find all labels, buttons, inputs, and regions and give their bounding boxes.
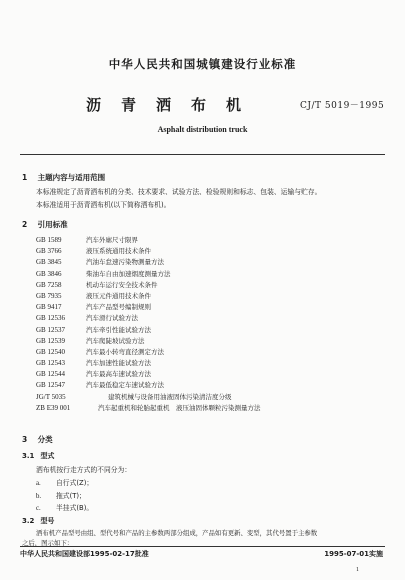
reference-item	[36, 369, 261, 380]
reference-code: GB 12537	[36, 325, 65, 334]
type-option-letter: b.	[36, 493, 42, 500]
reference-item	[36, 392, 261, 403]
reference-title: 汽车滑行试验方法	[86, 314, 138, 323]
reference-title: 汽车爬陡坡试验方法	[86, 336, 145, 345]
reference-code: GB 3846	[36, 269, 62, 278]
section-2-number: 2	[22, 220, 28, 229]
reference-item	[36, 246, 261, 257]
reference-code: GB 12543	[36, 359, 65, 368]
type-option-text: 半挂式(B)。	[56, 504, 94, 512]
page-number: 1	[356, 567, 359, 573]
reference-item	[36, 235, 261, 246]
reference-code: GB 12540	[36, 347, 65, 356]
type-option-text: 拖式(T)；	[56, 492, 86, 500]
reference-item	[36, 347, 261, 358]
reference-code: ZB E39 001	[36, 403, 71, 412]
reference-item	[36, 358, 261, 369]
section-3-heading	[22, 434, 53, 445]
section-1-paragraph-2: 本标准适用于沥青洒布机(以下简称洒布机)。	[36, 201, 171, 209]
section-1-heading	[22, 172, 105, 183]
reference-code: GB 3766	[36, 247, 62, 256]
subsection-3-2-title: 型号	[40, 517, 55, 525]
subsection-3-2-number: 3.2	[22, 517, 35, 525]
reference-title: 汽油车怠速污染物测量方法	[86, 258, 164, 267]
type-option	[36, 477, 93, 487]
reference-code: GB 9417	[36, 303, 62, 312]
reference-item	[36, 403, 261, 414]
reference-code: GB 12544	[36, 370, 65, 379]
subsection-3-1-number: 3.1	[22, 452, 35, 460]
reference-title: 汽车加速性能试验方法	[86, 359, 151, 368]
reference-code: GB 7258	[36, 280, 62, 289]
referenced-standards-list	[36, 235, 261, 414]
reference-title: 液压元件通用技术条件	[86, 291, 151, 300]
header-divider	[20, 154, 385, 155]
implementation-date: 1995-07-01实施	[324, 550, 383, 558]
issuing-organization: 中华人民共和国城镇建设行业标准	[108, 57, 297, 71]
type-option-text: 自行式(Z)；	[56, 479, 94, 487]
approval-notice: 中华人民共和国建设部1995-02-17批准	[20, 550, 149, 558]
reference-code: GB 12547	[36, 381, 65, 390]
subsection-3-1-heading	[22, 451, 54, 461]
subsection-3-2-line-1: 洒布机产品型号由组、型代号和产品的主参数两部分组成，产品如有更新、变型，其代号置于主参数	[36, 529, 318, 537]
reference-title: 液压系统通用技术条件	[86, 247, 151, 256]
reference-code: GB 7935	[36, 291, 62, 300]
reference-title: 汽车牵引性能试验方法	[86, 325, 151, 334]
subsection-3-1-intro: 洒布机按行走方式的不同分为：	[36, 466, 132, 474]
reference-item	[36, 325, 261, 336]
type-option-letter: a.	[36, 480, 41, 487]
section-2-heading	[22, 219, 68, 230]
reference-title: 汽车起重机和轮胎起重机 液压油固体颗粒污染测量方法	[98, 403, 261, 412]
reference-code: GB 12539	[36, 336, 65, 345]
reference-code: GB 1589	[36, 236, 62, 244]
reference-item	[36, 280, 261, 291]
subsection-3-2-heading	[22, 516, 54, 526]
section-1-title: 主题内容与适用范围	[37, 173, 106, 182]
reference-code: GB 12536	[36, 314, 65, 323]
reference-item	[36, 257, 261, 268]
type-option	[36, 490, 86, 500]
reference-title: 汽车最小转弯直径测定方法	[86, 347, 164, 356]
reference-title: 汽车产品型号编制规则	[86, 303, 151, 312]
reference-item	[36, 269, 261, 280]
reference-item	[36, 302, 261, 313]
english-subtitle: Asphalt distribution truck	[157, 125, 248, 134]
reference-title: 柴油车自由加速烟度测量方法	[86, 269, 171, 278]
reference-title: 汽车外廓尺寸限界	[86, 236, 138, 244]
type-option	[36, 502, 93, 512]
section-1-number: 1	[22, 173, 28, 182]
reference-item	[36, 291, 261, 302]
reference-title: 汽车最低稳定车速试验方法	[86, 381, 164, 390]
subsection-3-1-title: 型式	[40, 452, 55, 460]
reference-item	[36, 380, 261, 391]
section-3-title: 分类	[37, 435, 53, 444]
subsection-3-2-line-2: 之后，图示如下：	[22, 539, 74, 547]
section-2-title: 引用标准	[37, 220, 68, 229]
reference-item	[36, 313, 261, 324]
footer-divider	[20, 546, 385, 547]
reference-title: 汽车最高车速试验方法	[86, 370, 151, 379]
reference-title: 机动车运行安全技术条件	[86, 280, 158, 289]
reference-code: GB 3845	[36, 258, 62, 267]
section-1-paragraph-1: 本标准规定了沥青洒布机的分类、技术要求、试验方法、检验规则和标志、包装、运输与贮存。	[36, 188, 322, 196]
type-option-letter: c.	[36, 505, 41, 512]
reference-item	[36, 336, 261, 347]
standard-title: 沥青洒布机	[86, 96, 262, 114]
section-3-number: 3	[22, 435, 28, 444]
reference-code: JG/T 5035	[36, 392, 66, 401]
reference-title: 建筑机械与设备用油液固体污染清洁度分级	[108, 392, 232, 401]
standard-code: CJ/T 5019－1995	[300, 101, 385, 111]
